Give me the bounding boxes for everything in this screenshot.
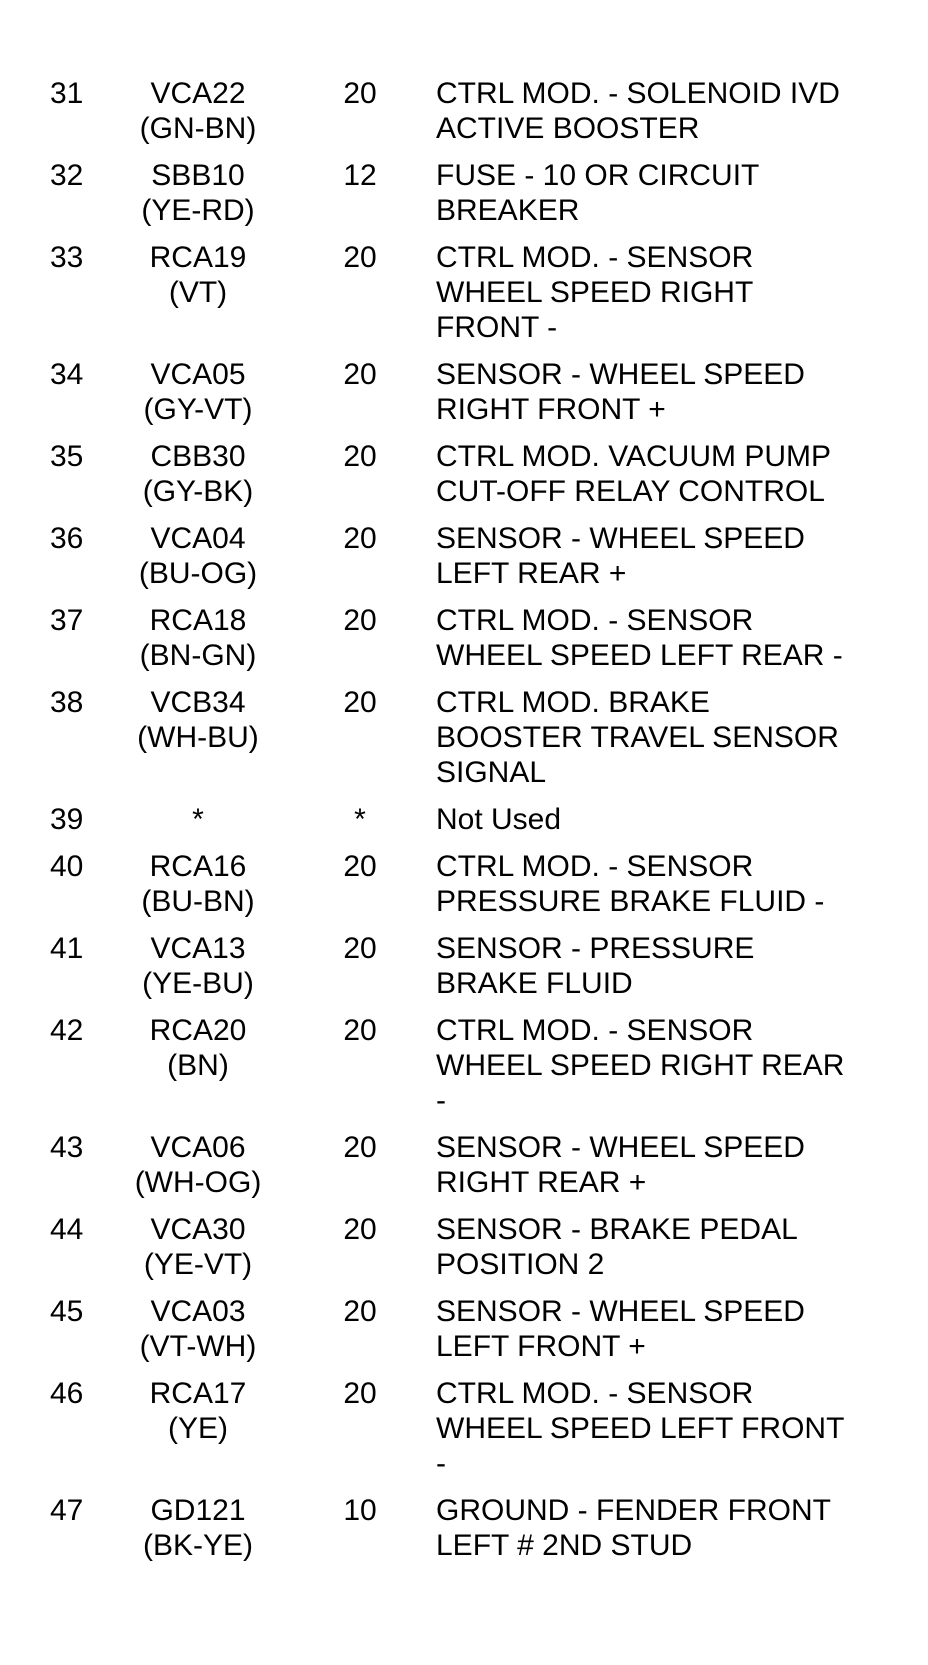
pin-number: 38 [50, 686, 84, 719]
circuit-code: RCA19 (VT) [149, 241, 247, 309]
pin-number: 46 [50, 1377, 84, 1410]
table-row [0, 357, 928, 439]
table-row [0, 603, 928, 685]
circuit-code: VCA22 (GN-BN) [139, 77, 257, 145]
pin-number: 47 [50, 1494, 84, 1527]
circuit-function: CTRL MOD. - SENSOR WHEEL SPEED RIGHT FRONT - [436, 241, 754, 344]
pin-number: 35 [50, 440, 84, 473]
circuit-code: RCA16 (BU-BN) [141, 850, 255, 918]
circuit-code: VCA03 (VT-WH) [139, 1295, 257, 1363]
wire-gauge: 20 [343, 241, 377, 274]
table-row [0, 76, 928, 158]
wire-gauge: * [354, 803, 366, 836]
circuit-function: CTRL MOD. BRAKE BOOSTER TRAVEL SENSOR SIGNAL [436, 686, 839, 789]
table-row [0, 802, 928, 849]
circuit-function: SENSOR - WHEEL SPEED RIGHT FRONT + [436, 358, 805, 426]
circuit-function: CTRL MOD. - SENSOR WHEEL SPEED LEFT REAR - [436, 604, 843, 672]
wire-gauge: 20 [343, 1213, 377, 1246]
table-row [0, 1376, 928, 1493]
circuit-function: SENSOR - WHEEL SPEED RIGHT REAR + [436, 1131, 805, 1199]
wire-gauge: 20 [343, 850, 377, 883]
circuit-function: CTRL MOD. - SENSOR WHEEL SPEED RIGHT REAR - [436, 1014, 845, 1117]
pin-number: 41 [50, 932, 84, 965]
circuit-code: CBB30 (GY-BK) [142, 440, 254, 508]
circuit-function: FUSE - 10 OR CIRCUIT BREAKER [436, 159, 760, 227]
circuit-function: Not Used [436, 803, 562, 836]
wire-gauge: 20 [343, 932, 377, 965]
wire-gauge: 20 [343, 1131, 377, 1164]
circuit-code: VCA30 (YE-VT) [143, 1213, 253, 1281]
pin-number: 40 [50, 850, 84, 883]
wire-gauge: 12 [343, 159, 377, 192]
connector-pin-table [0, 76, 928, 1575]
circuit-function: SENSOR - WHEEL SPEED LEFT REAR + [436, 522, 805, 590]
pin-number: 37 [50, 604, 84, 637]
table-row [0, 240, 928, 357]
table-row [0, 521, 928, 603]
circuit-code: VCB34 (WH-BU) [137, 686, 259, 754]
circuit-function: CTRL MOD. - SENSOR WHEEL SPEED LEFT FRONT - [436, 1377, 845, 1480]
pin-number: 42 [50, 1014, 84, 1047]
table-row [0, 1493, 928, 1575]
wire-gauge: 20 [343, 440, 377, 473]
pin-number: 34 [50, 358, 84, 391]
table-row [0, 1013, 928, 1130]
circuit-code: RCA20 (BN) [149, 1014, 247, 1082]
table-row [0, 1130, 928, 1212]
circuit-code: SBB10 (YE-RD) [141, 159, 255, 227]
circuit-function: CTRL MOD. - SENSOR PRESSURE BRAKE FLUID - [436, 850, 825, 918]
circuit-code: VCA04 (BU-OG) [138, 522, 258, 590]
circuit-code: VCA06 (WH-OG) [134, 1131, 262, 1199]
wire-gauge: 20 [343, 358, 377, 391]
table-row [0, 931, 928, 1013]
table-row [0, 849, 928, 931]
pin-number: 43 [50, 1131, 84, 1164]
table-row [0, 1294, 928, 1376]
table-row [0, 158, 928, 240]
circuit-function: CTRL MOD. - SOLENOID IVD ACTIVE BOOSTER [436, 77, 840, 145]
wire-gauge: 10 [343, 1494, 377, 1527]
wire-gauge: 20 [343, 1014, 377, 1047]
pin-number: 45 [50, 1295, 84, 1328]
circuit-function: SENSOR - PRESSURE BRAKE FLUID [436, 932, 755, 1000]
circuit-code: RCA18 (BN-GN) [139, 604, 257, 672]
wire-gauge: 20 [343, 522, 377, 555]
circuit-code: RCA17 (YE) [149, 1377, 247, 1445]
pin-number: 44 [50, 1213, 84, 1246]
pin-number: 31 [50, 77, 84, 110]
wire-gauge: 20 [343, 686, 377, 719]
circuit-code: GD121 (BK-YE) [142, 1494, 253, 1562]
circuit-function: CTRL MOD. VACUUM PUMP CUT-OFF RELAY CONTROL [436, 440, 832, 508]
table-row [0, 1212, 928, 1294]
wire-gauge: 20 [343, 1295, 377, 1328]
table-row [0, 685, 928, 802]
circuit-code: VCA13 (YE-BU) [142, 932, 254, 1000]
circuit-code: VCA05 (GY-VT) [143, 358, 253, 426]
circuit-function: GROUND - FENDER FRONT LEFT # 2ND STUD [436, 1494, 831, 1562]
circuit-code: * [192, 803, 204, 836]
circuit-function: SENSOR - WHEEL SPEED LEFT FRONT + [436, 1295, 805, 1363]
wire-gauge: 20 [343, 77, 377, 110]
pin-number: 33 [50, 241, 84, 274]
pin-number: 32 [50, 159, 84, 192]
pin-number: 39 [50, 803, 84, 836]
circuit-function: SENSOR - BRAKE PEDAL POSITION 2 [436, 1213, 798, 1281]
pin-number: 36 [50, 522, 84, 555]
wire-gauge: 20 [343, 604, 377, 637]
wire-gauge: 20 [343, 1377, 377, 1410]
table-row [0, 439, 928, 521]
